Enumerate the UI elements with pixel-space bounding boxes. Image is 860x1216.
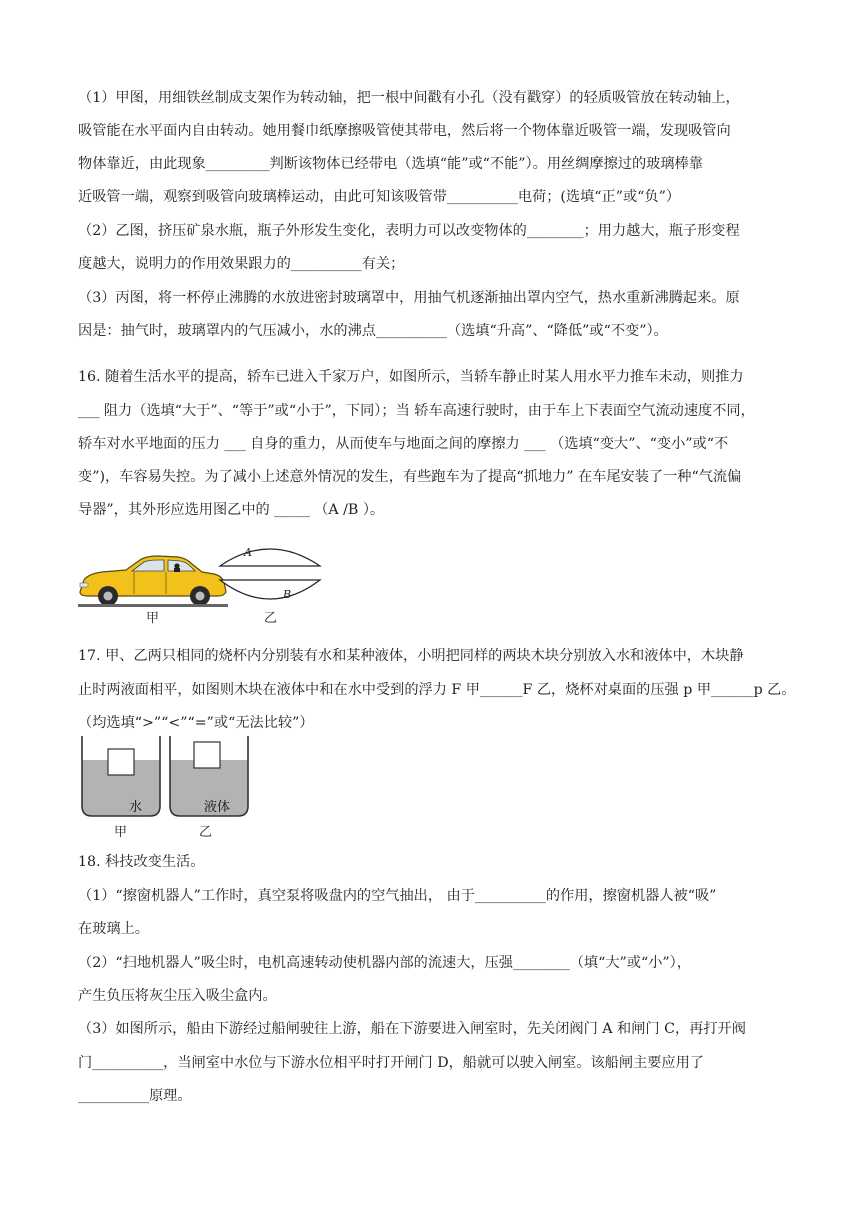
shape-b-label: B bbox=[283, 588, 292, 601]
shape-b bbox=[220, 580, 320, 599]
wood-block-in-water bbox=[108, 749, 134, 775]
q18-title: 18. 科技改变生活。 bbox=[78, 854, 205, 870]
shape-label: 乙 bbox=[264, 611, 278, 626]
car-image bbox=[78, 556, 228, 607]
q15-part1-line3: 物体靠近，由此现象_________判断该物体已经带电（选填“能”或“不能”）。用丝绸摩擦过的玻璃棒靠 bbox=[78, 156, 703, 172]
q15-part2-line2: 度越大，说明力的作用效果跟力的__________有关； bbox=[78, 256, 405, 272]
beaker1-liquid-label: 水 bbox=[129, 800, 143, 815]
car-label: 甲 bbox=[146, 611, 160, 626]
q18-part1-line1: （1）“擦窗机器人”工作时，真空泵将吸盘内的空气抽出， 由于__________的作用，擦窗机器人被“吸” bbox=[78, 888, 717, 904]
airflow-deflector-shapes bbox=[220, 546, 320, 601]
q18-part3-line2: 门__________，当闸室中水位与下游水位相平时打开闸门 D，船就可以驶入闸室。该船闸主要应用了 bbox=[78, 1055, 704, 1071]
q15-part3-line1: （3）丙图，将一杯停止沸腾的水放进密封玻璃罩中，用抽气机逐渐抽出罩内空气，热水重新沸腾起来。原 bbox=[78, 290, 740, 306]
q15-part1-line2: 吸管能在水平面内自由转动。她用餐巾纸摩擦吸管使其带电，然后将一个物体靠近吸管一端，发现吸管向 bbox=[78, 123, 731, 139]
q18-part2-line2: 产生负压将灰尘压入吸尘盒内。 bbox=[78, 988, 277, 1004]
q17-line1: 17. 甲、乙两只相同的烧杯内分别装有水和某种液体，小明把同样的两块木块分别放入水和液体中，木块静 bbox=[78, 648, 744, 664]
beaker-water bbox=[82, 736, 160, 816]
shape-a bbox=[220, 549, 320, 566]
q15-part3-line2: 因是：抽气时，玻璃罩内的气压减小，水的沸点__________（选填“升高”、“降低”或“不变”）。 bbox=[78, 323, 668, 339]
q16-line1: 16. 随着生活水平的提高，轿车已进入千家万户，如图所示，当轿车静止时某人用水平力推车未动，则推力 bbox=[78, 369, 744, 385]
beaker-liquid bbox=[170, 736, 248, 816]
q16-figure bbox=[74, 534, 324, 630]
q16-line5: 导器”，其外形应选用图乙中的 _____ （A /B ）。 bbox=[78, 502, 385, 518]
beaker2-liquid-label: 液体 bbox=[204, 800, 231, 815]
q18-part3-line3: __________原理。 bbox=[78, 1088, 192, 1104]
q15-part1-line1: （1）甲图，用细铁丝制成支架作为转动轴，把一根中间戳有小孔（没有戳穿）的轻质吸管放在转动轴上， bbox=[78, 90, 740, 106]
q15-part1-line4: 近吸管一端，观察到吸管向玻璃棒运动，由此可知该吸管带__________电荷；(选填“正”或“负”） bbox=[78, 189, 681, 205]
q17-figure bbox=[78, 732, 254, 844]
q18-part1-line2: 在玻璃上。 bbox=[78, 921, 149, 937]
q18-part3-line1: （3）如图所示，船由下游经过船闸驶往上游，船在下游要进入闸室时，先关闭阀门 A 和闸门 C，再打开阀 bbox=[78, 1021, 746, 1037]
q16-line2: ___ 阻力（选填“大于”、“等于”或“小于”，下同）；当 轿车高速行驶时，由于车上下表面空气流动速度不同， bbox=[78, 403, 755, 419]
q17-line3: （均选填“>”“<”“=”或“无法比较”） bbox=[78, 715, 314, 731]
q16-line4: 变”)，车容易失控。为了减小上述意外情况的发生，有些跑车为了提高“抓地力” 在车尾安装了一种“气流偏 bbox=[78, 469, 742, 485]
q18-part2-line1: （2）“扫地机器人”吸尘时，电机高速转动使机器内部的流速大，压强________（填“大”或“小”）， bbox=[78, 955, 691, 971]
beaker2-label: 乙 bbox=[199, 825, 213, 840]
q15-part2-line1: （2）乙图，挤压矿泉水瓶，瓶子外形发生变化，表明力可以改变物体的________；用力越大，瓶子形变程 bbox=[78, 223, 740, 239]
wood-block-in-liquid bbox=[194, 742, 220, 768]
beaker1-label: 甲 bbox=[114, 825, 128, 840]
q17-line2: 止时两液面相平，如图则木块在液体中和在水中受到的浮力 F 甲______F 乙，烧杯对桌面的压强 p 甲______p 乙。 bbox=[78, 682, 796, 698]
q16-line3: 轿车对水平地面的压力 ___ 自身的重力，从而使车与地面之间的摩擦力 ___ （选填“变大”、“变小”或“不 bbox=[78, 436, 729, 452]
shape-a-label: A bbox=[244, 546, 252, 559]
